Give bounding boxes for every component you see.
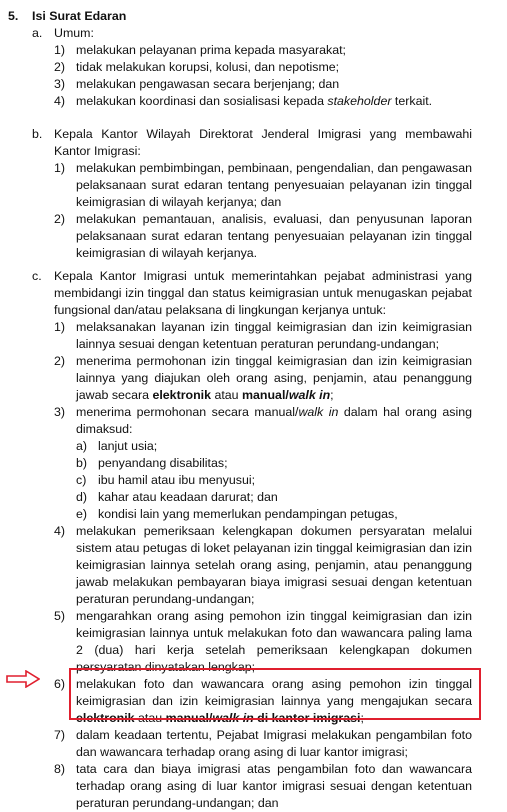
section-a-label: a. — [32, 26, 43, 40]
list-item: 2) melakukan pemantauan, analisis, evaluasi, dan penyusunan laporan pelaksanaan surat edaran tentang penyesuaian pelayanan izin tinggal keimigrasian di wilayah kerjanya. — [54, 212, 472, 260]
list-item: a) lanjut usia; — [76, 439, 158, 453]
list-item-highlighted: 6) melakukan foto dan wawancara orang asing pemohon izin tinggal keimigrasian dan izin keimigrasian lainnya yang mengajukan secara elektronik atau manual/walk in di kantor imigrasi; — [54, 677, 472, 725]
section-c-text: Kepala Kantor Imigrasi untuk memerintahkan pejabat administrasi yang membidangi izin tinggal dan status keimigrasian untuk menugaskan pejabat fungsional dan/atau pelaksana di lingkungan kerjanya untuk: — [54, 269, 472, 317]
list-item: 1) melakukan pelayanan prima kepada masyarakat; — [54, 43, 346, 57]
section-title: Isi Surat Edaran — [32, 9, 127, 23]
section-b-text: Kepala Kantor Wilayah Direktorat Jenderal Imigrasi yang membawahi Kantor Imigrasi: — [54, 127, 472, 158]
list-item: 8) tata cara dan biaya imigrasi atas pengambilan foto dan wawancara terhadap orang asing di luar kantor imigrasi sesuai dengan ketentuan peraturan perundang-undangan; dan — [54, 762, 472, 810]
section-b-label: b. — [32, 127, 43, 141]
list-item: 2) tidak melakukan korupsi, kolusi, dan nepotisme; — [54, 60, 340, 74]
section-c-label: c. — [32, 269, 42, 283]
list-item: e) kondisi lain yang memerlukan pendampingan petugas, — [76, 507, 398, 521]
list-item: d) kahar atau keadaan darurat; dan — [76, 490, 278, 504]
section-a — [32, 25, 472, 110]
list-item: 4) melakukan pemeriksaan kelengkapan dokumen persyaratan melalui sistem atau petugas di loket pelayanan izin tinggal keimigrasian dan izin keimigrasian lainnya setelah orang asing, penjamin, atau penanggung jawab melakukan pembayaran biaya imigrasi sesuai dengan ketentuan peraturan perundang-undangan; — [54, 524, 472, 606]
list-item: 3) menerima permohonan secara manual/walk in dalam hal orang asing dimaksud: — [54, 405, 472, 436]
section-b — [32, 126, 472, 262]
list-item: 2) menerima permohonan izin tinggal keimigrasian dan izin keimigrasian lainnya yang diajukan oleh orang asing, penjamin, atau penanggung jawab secara elektronik atau manual/walk in; — [54, 354, 472, 402]
list-item: 5) mengarahkan orang asing pemohon izin tinggal keimigrasian dan izin keimigrasian lainnya untuk melakukan foto dan wawancara paling lama 2 (dua) hari kerja setelah pemeriksaan kelengkapan dokumen persyaratan dinyatakan lengkap; — [54, 609, 472, 674]
section-heading — [8, 8, 126, 25]
list-item: 1) melakukan pembimbingan, pembinaan, pengendalian, dan pengawasan pelaksanaan surat edaran tentang penyesuaian pelayanan izin tinggal keimigrasian di wilayah kerjanya; dan — [54, 161, 472, 209]
list-item: 7) dalam keadaan tertentu, Pejabat Imigrasi melakukan pengambilan foto dan wawancara terhadap orang asing di luar kantor imigrasi; — [54, 728, 472, 759]
section-number: 5. — [8, 9, 19, 23]
highlight-box — [69, 668, 481, 720]
list-item: 4) melakukan koordinasi dan sosialisasi kepada stakeholder terkait. — [54, 94, 433, 108]
arrow-right-outline-icon — [6, 670, 40, 688]
list-item: c) ibu hamil atau ibu menyusui; — [76, 473, 256, 487]
section-c — [32, 268, 472, 812]
list-item: 3) melakukan pengawasan secara berjenjang; dan — [54, 77, 340, 91]
section-a-text: Umum: — [54, 26, 94, 40]
list-item: 1) melaksanakan layanan izin tinggal keimigrasian dan izin keimigrasian lainnya sesuai dengan ketentuan peraturan perundang-undangan; — [54, 320, 472, 351]
list-item: b) penyandang disabilitas; — [76, 456, 228, 470]
